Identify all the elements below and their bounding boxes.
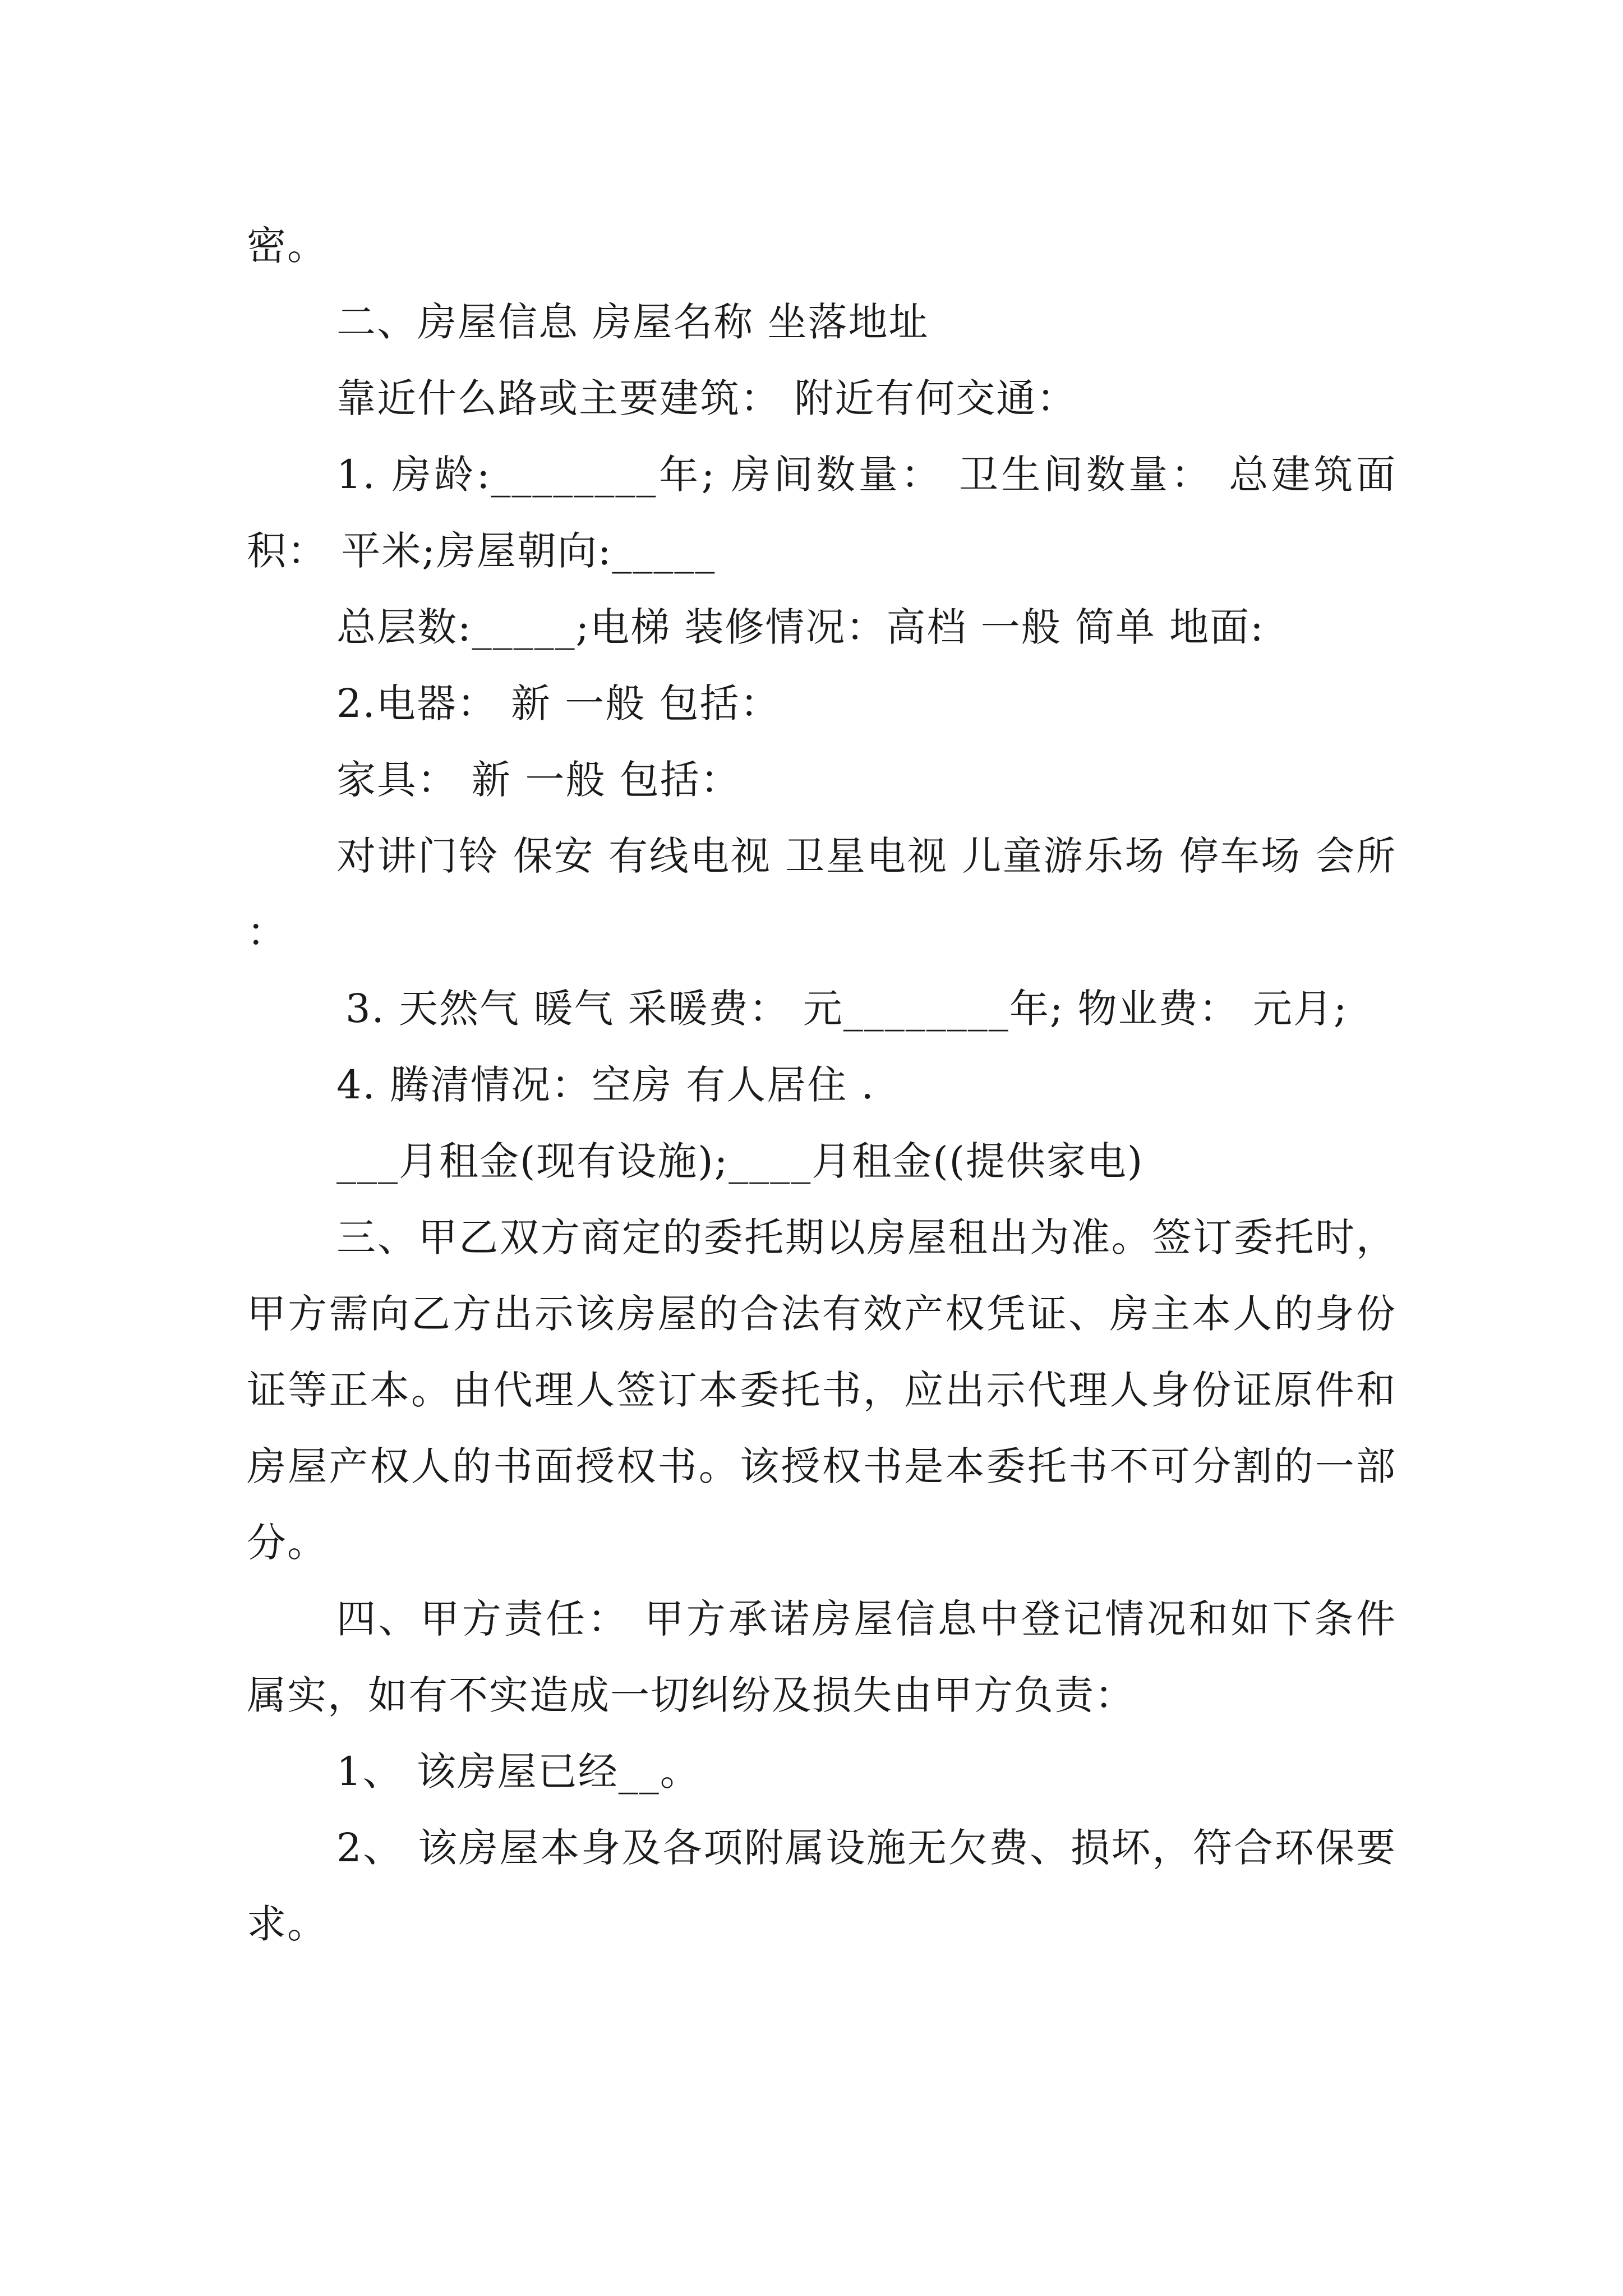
paragraph-house-info-heading: 二、房屋信息 房屋名称 坐落地址: [336, 299, 929, 345]
paragraph-section-three: 三、甲乙双方商定的委托期以房屋租出为准。签订委托时，甲方需向乙方出示该房屋的合法有效产权凭证、房主本人的身份证等正本。由代理人签订本委托书，应出示代理人身份证原件和房屋产权人的书面授权书。该授权书是本委托书不可分割的一部分。: [247, 1214, 1396, 1566]
paragraph-furniture: 家具： 新 一般 包括：: [336, 757, 741, 803]
paragraph-monthly-rent: ___月租金(现有设施);____月租金((提供家电): [336, 1138, 1144, 1184]
paragraph-nearby: 靠近什么路或主要建筑： 附近有何交通：: [336, 375, 1077, 421]
paragraph-continuation: 密。: [247, 223, 328, 269]
paragraph-floors: 总层数:_____;电梯 装修情况：高档 一般 简单 地面:: [336, 604, 1265, 650]
paragraph-item-one: 1、 该房屋已经__。: [336, 1749, 700, 1795]
paragraph-house-age: 1. 房龄:________年; 房间数量： 卫生间数量： 总建筑面积： 平米;房屋朝向:_____: [247, 452, 1396, 574]
paragraph-vacancy: 4. 腾清情况：空房 有人居住 .: [336, 1062, 875, 1108]
paragraph-item-two: 2、 该房屋本身及各项附属设施无欠费、损坏，符合环保要求。: [247, 1825, 1396, 1947]
paragraph-section-four: 四、甲方责任： 甲方承诺房屋信息中登记情况和如下条件属实，如有不实造成一切纠纷及损失由甲方负责：: [247, 1596, 1396, 1718]
paragraph-appliances: 2.电器： 新 一般 包括：: [336, 680, 781, 726]
document-body: [247, 208, 1410, 1962]
paragraph-facilities: 对讲门铃 保安 有线电视 卫星电视 儿童游乐场 停车场 会所 ：: [247, 833, 1410, 955]
paragraph-utilities: 3. 天然气 暖气 采暖费： 元________年; 物业费： 元月;: [345, 986, 1348, 1032]
